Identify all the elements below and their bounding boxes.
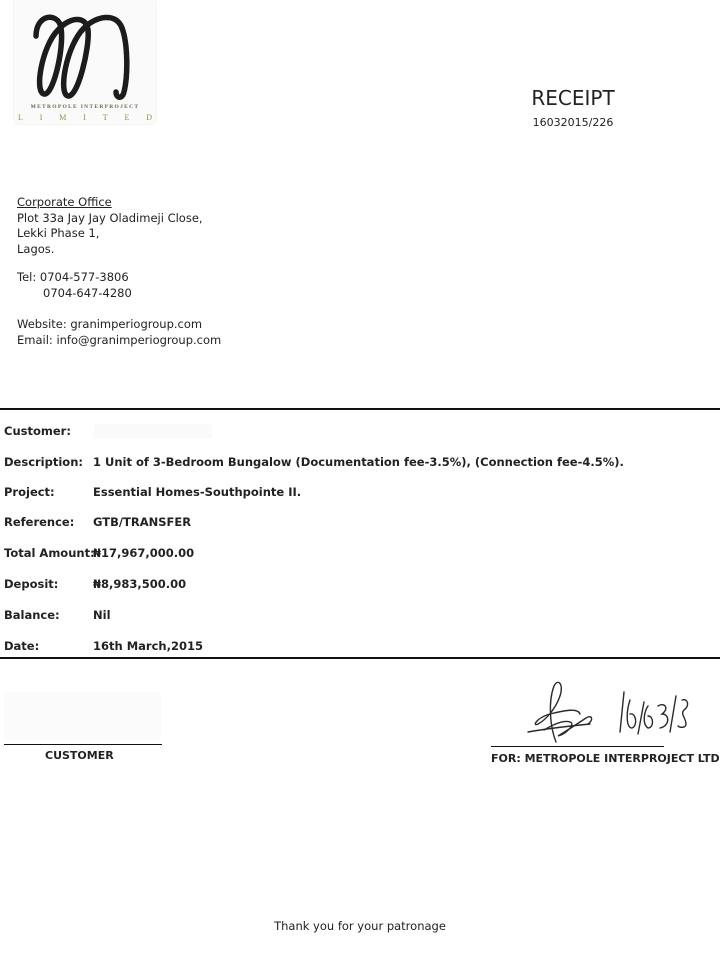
balance-label: Balance: bbox=[4, 608, 60, 622]
description-label: Description: bbox=[4, 455, 83, 469]
customer-value-redacted bbox=[94, 424, 212, 438]
reference-value: GTB/TRANSFER bbox=[93, 515, 192, 529]
logo-company-name: METROPOLE INTERPROJECT bbox=[30, 104, 140, 110]
company-signature-icon bbox=[520, 672, 700, 752]
deposit-value: ₦8,983,500.00 bbox=[93, 577, 187, 591]
office-heading: Corporate Office bbox=[17, 195, 112, 209]
address-line: Plot 33a Jay Jay Oladimeji Close, bbox=[17, 210, 203, 225]
reference-row bbox=[4, 515, 191, 529]
logo-letter: T bbox=[102, 113, 108, 122]
phone-number: 0704-577-3806 bbox=[39, 270, 129, 284]
description-row bbox=[4, 455, 624, 469]
address-line: Lagos. bbox=[17, 241, 55, 256]
description-value: 1 Unit of 3-Bedroom Bungalow (Documentation fee-3.5%), (Connection fee-4.5%). bbox=[93, 455, 624, 469]
bottom-divider bbox=[0, 657, 720, 659]
company-logo bbox=[14, 0, 156, 124]
telephone-block bbox=[17, 270, 132, 301]
logo-letter: E bbox=[124, 113, 130, 122]
logo-letter: D bbox=[146, 113, 152, 122]
deposit-row bbox=[4, 577, 186, 591]
logo-letter: M bbox=[59, 113, 67, 122]
date-label: Date: bbox=[4, 639, 40, 653]
website-label: Website: bbox=[17, 317, 67, 331]
total-amount-row bbox=[4, 546, 194, 560]
logo-limited bbox=[18, 113, 152, 122]
balance-value: Nil bbox=[93, 608, 111, 622]
logo-letter: I bbox=[39, 113, 43, 122]
balance-row bbox=[4, 608, 111, 622]
customer-row bbox=[4, 424, 212, 438]
project-row bbox=[4, 485, 301, 499]
website-link[interactable]: granimperiogroup.com bbox=[70, 317, 203, 331]
project-label: Project: bbox=[4, 485, 55, 499]
date-row bbox=[4, 639, 203, 653]
company-signature-line bbox=[491, 746, 664, 747]
project-value: Essential Homes-Southpointe II. bbox=[93, 485, 302, 499]
customer-label: Customer: bbox=[4, 424, 71, 438]
logo-letter: L bbox=[18, 113, 23, 122]
tel-label: Tel: bbox=[17, 270, 37, 284]
phone-number: 0704-647-4280 bbox=[43, 285, 132, 300]
email-link[interactable]: info@granimperiogroup.com bbox=[56, 332, 222, 347]
thank-you-note: Thank you for your patronage bbox=[274, 919, 446, 933]
date-value: 16th March,2015 bbox=[93, 639, 203, 653]
top-divider bbox=[0, 408, 720, 410]
receipt-title: RECEIPT bbox=[531, 86, 615, 110]
company-signature-label: FOR: METROPOLE INTERPROJECT LTD bbox=[491, 752, 720, 765]
address-line: Lekki Phase 1, bbox=[17, 226, 100, 240]
customer-signature-redacted bbox=[4, 692, 161, 740]
corporate-office-block bbox=[17, 195, 203, 257]
customer-signature-line bbox=[4, 744, 162, 745]
reference-label: Reference: bbox=[4, 515, 75, 529]
total-amount-label: Total Amount: bbox=[4, 546, 95, 560]
email-label: Email: bbox=[17, 332, 53, 347]
receipt-number: 16032015/226 bbox=[532, 116, 614, 129]
total-amount-value: ₦17,967,000.00 bbox=[93, 546, 195, 560]
deposit-label: Deposit: bbox=[4, 577, 59, 591]
contact-block bbox=[17, 317, 221, 348]
customer-signature-label: CUSTOMER bbox=[45, 749, 114, 762]
logo-letter: I bbox=[83, 113, 86, 122]
metropole-m-logo-icon bbox=[32, 6, 142, 102]
